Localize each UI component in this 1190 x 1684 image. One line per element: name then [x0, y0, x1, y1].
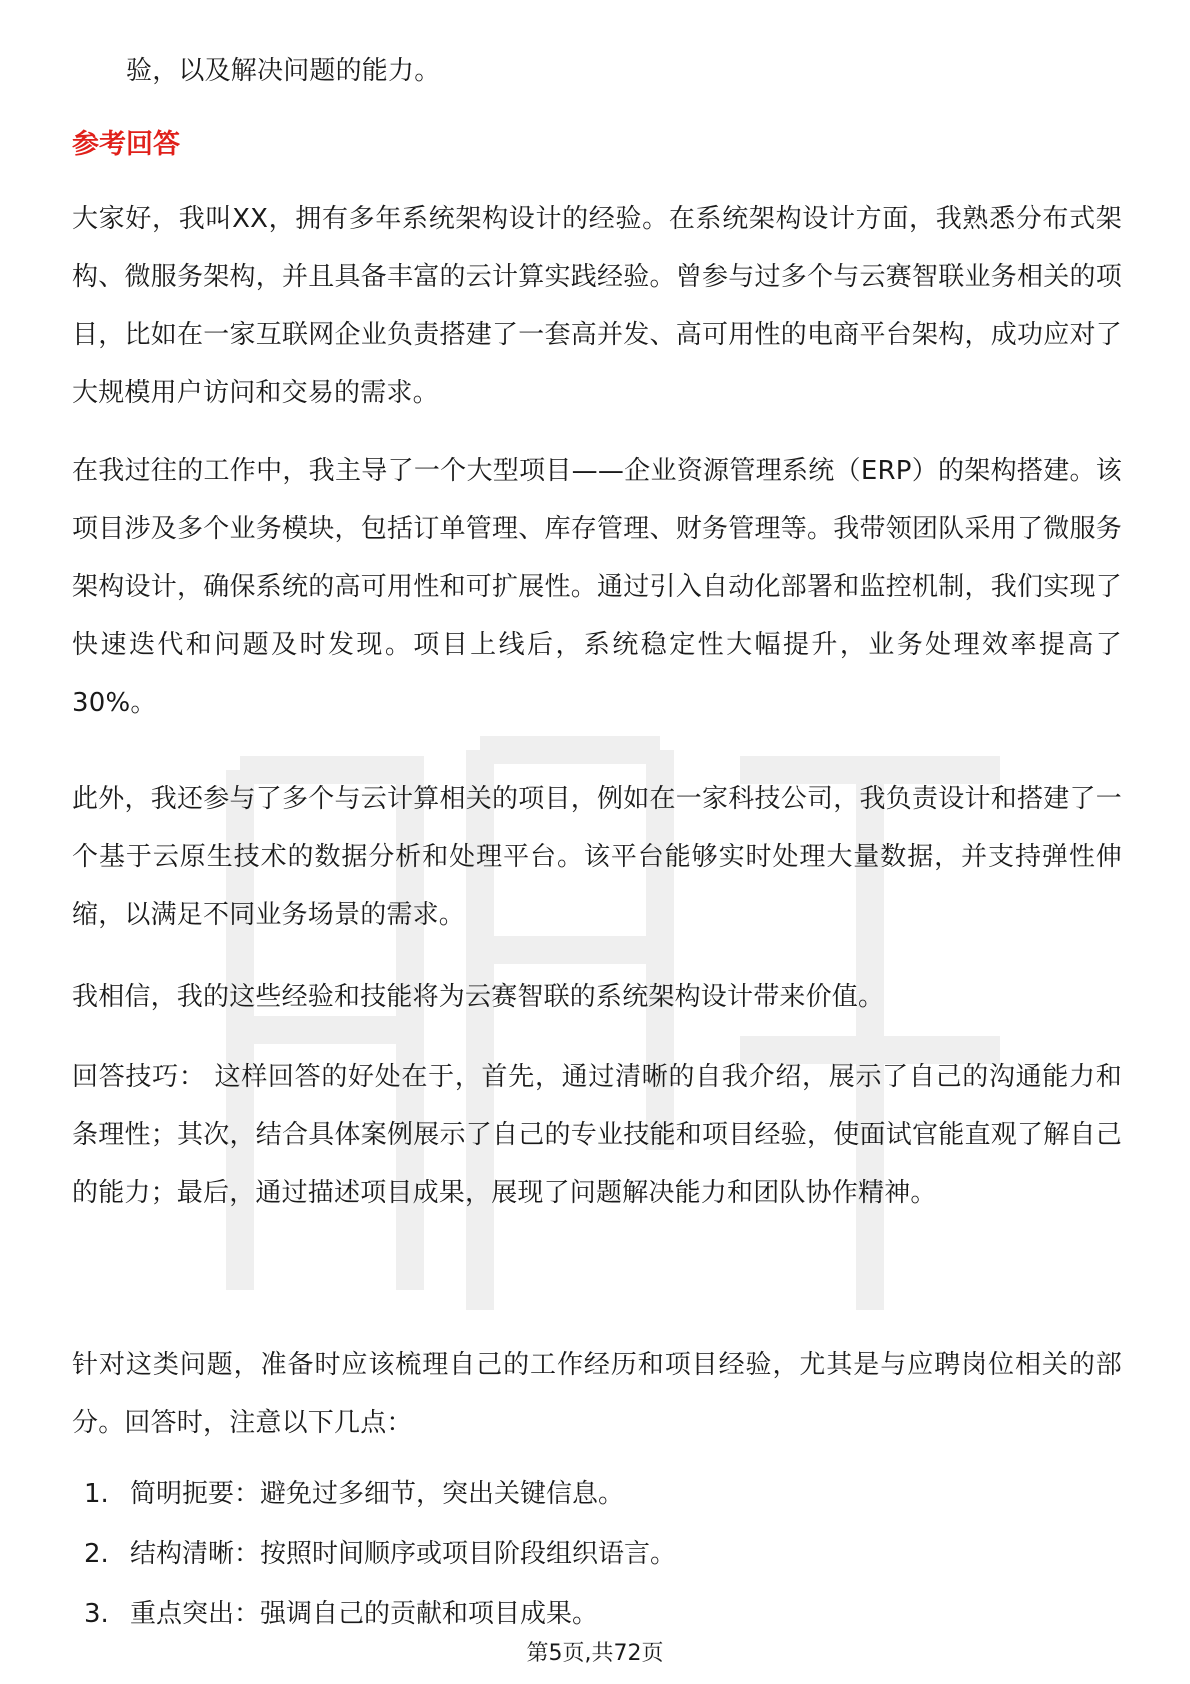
list-item-text: 重点突出：强调自己的贡献和项目成果。 [130, 1599, 599, 1629]
paragraph-answer-tips: 回答技巧： 这样回答的好处在于，首先，通过清晰的自我介绍，展示了自己的沟通能力和条理性；其次，结合具体案例展示了自己的专业技能和项目经验，使面试官能直观了解自己的能力；最后，通过描述项目成果，展现了问题解决能力和团队协作精神。 [72, 1062, 1123, 1208]
section-heading: 参考回答 [72, 129, 180, 160]
paragraph-erp-project: 在我过往的工作中，我主导了一个大型项目——企业资源管理系统（ERP）的架构搭建。该项目涉及多个业务模块，包括订单管理、库存管理、财务管理等。我带领团队采用了微服务架构设计，确保系统的高可用性和可扩展性。通过引入自动化部署和监控机制，我们实现了快速迭代和问题及时发现。项目上线后，系统稳定性大幅提升，业务处理效率提高了30%。 [72, 456, 1122, 718]
list-item-number: 2. [84, 1539, 109, 1569]
list-item [84, 1584, 676, 1644]
list-item-number: 1. [84, 1479, 109, 1509]
paragraph-intro: 大家好，我叫XX，拥有多年系统架构设计的经验。在系统架构设计方面，我熟悉分布式架构、微服务架构，并且具备丰富的云计算实践经验。曾参与过多个与云赛智联业务相关的项目，比如在一家互联网企业负责搭建了一套高并发、高可用性的电商平台架构，成功应对了大规模用户访问和交易的需求。 [72, 204, 1122, 408]
list-item-text: 结构清晰：按照时间顺序或项目阶段组织语言。 [130, 1539, 677, 1569]
list-item-text: 简明扼要：避免过多细节，突出关键信息。 [130, 1479, 625, 1509]
continuation-line: 验，以及解决问题的能力。 [126, 56, 441, 86]
paragraph-cloud-project: 此外，我还参与了多个与云计算相关的项目，例如在一家科技公司，我负责设计和搭建了一个基于云原生技术的数据分析和处理平台。该平台能够实时处理大量数据，并支持弹性伸缩，以满足不同业务场景的需求。 [72, 784, 1122, 930]
paragraph-preparation: 针对这类问题，准备时应该梳理自己的工作经历和项目经验，尤其是与应聘岗位相关的部分。回答时，注意以下几点： [72, 1350, 1122, 1438]
paragraph-conclusion: 我相信，我的这些经验和技能将为云赛智联的系统架构设计带来价值。 [72, 982, 885, 1012]
list-item [84, 1524, 676, 1584]
tips-list [84, 1464, 676, 1644]
list-item [84, 1464, 676, 1524]
page-footer: 第5页,共72页 [526, 1641, 664, 1666]
list-item-number: 3. [84, 1599, 109, 1629]
watermark-graphic [180, 650, 1040, 1410]
